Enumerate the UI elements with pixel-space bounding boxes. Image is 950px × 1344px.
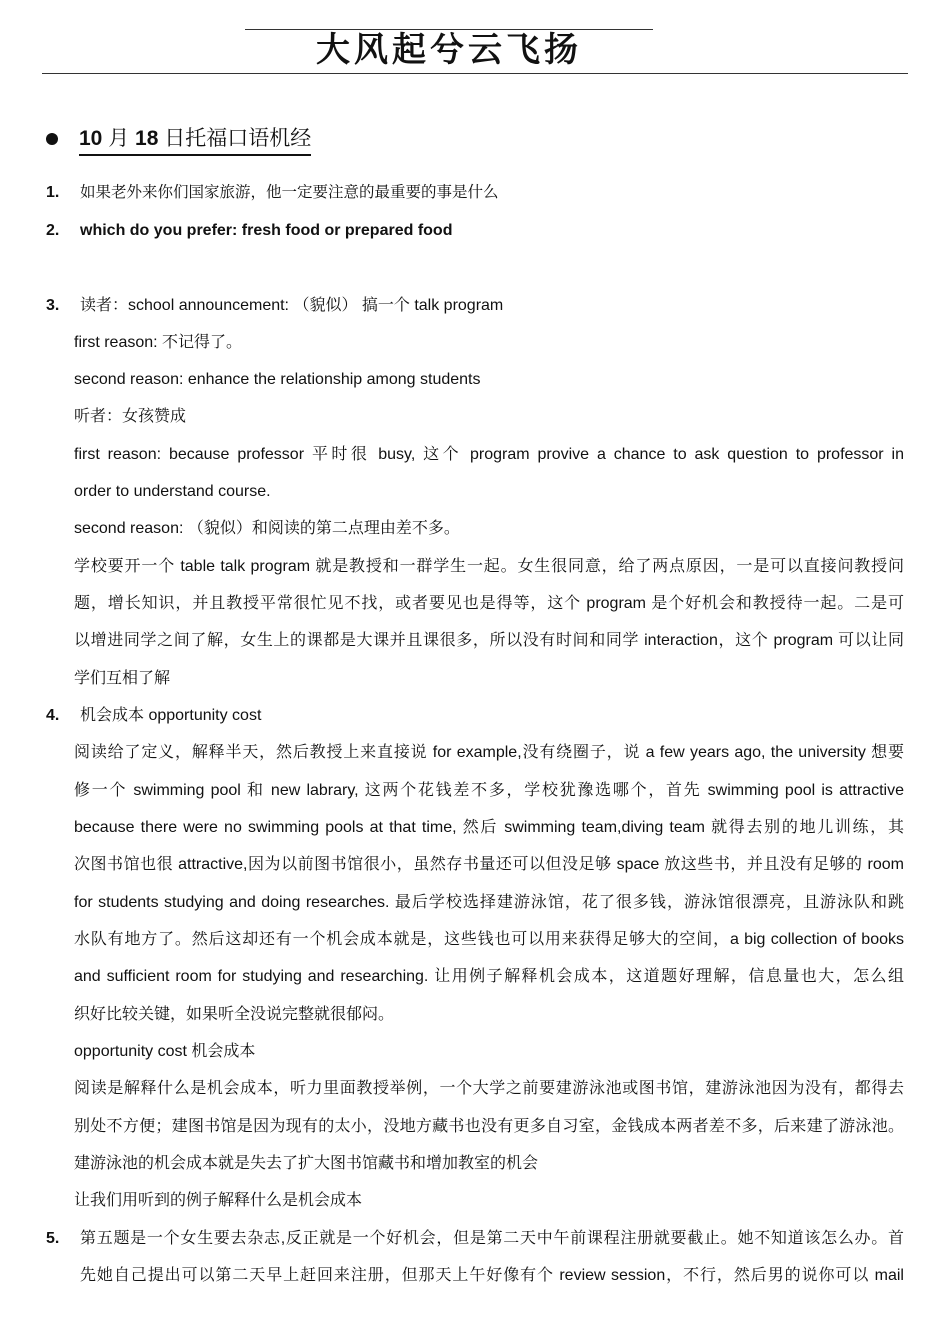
heading-month-char: 月 <box>108 127 130 150</box>
item-line: 学校要开一个 table talk program 就是教授和一群学生一起。女生很同意，给了两点原因，一是可以直接问教授问 <box>74 558 904 575</box>
item-line: 题，增长知识，并且教授平常很忙见不找，或者要见也是得等，这个 program 是个好机会和教授待一起。二是可 <box>74 595 904 612</box>
item-line: order to understand course. <box>74 483 271 500</box>
item-line: 阅读给了定义，解释半天，然后教授上来直接说 for example,没有绕圈子，说 a few years ago, the university 想要 <box>74 744 904 761</box>
item-line: 先她自己提出可以第二天早上赶回来注册，但那天上午好像有个 review session，不行，然后男的说你可以 mail <box>80 1267 904 1284</box>
heading-month-num: 10 <box>79 127 103 150</box>
item-line: opportunity cost 机会成本 <box>74 1043 256 1060</box>
heading-text <box>79 124 311 156</box>
item-line: 让我们用听到的例子解释什么是机会成本 <box>74 1192 363 1209</box>
item-line: 阅读是解释什么是机会成本，听力里面教授举例，一个大学之前要建游泳池或图书馆，建游泳池因为没有，都得去 <box>74 1080 904 1097</box>
item-line: 听者：女孩赞成 <box>74 408 187 425</box>
item-line: 次图书馆也很 attractive,因为以前图书馆很小，虽然存书量还可以但没足够 space 放这些书，并且没有足够的 room <box>74 856 904 873</box>
header-bottom-rule <box>42 73 908 74</box>
bullet-icon <box>46 133 58 145</box>
item-number: 5. <box>46 1230 60 1247</box>
heading-rest: 日托福口语机经 <box>164 127 312 150</box>
item-line: 水队有地方了。然后这却还有一个机会成本就是，这些钱也可以用来获得足够大的空间，a big collection of books <box>74 931 904 948</box>
item-number: 4. <box>46 707 60 724</box>
item-line: first reason: because professor 平时很 busy, 这个 program provive a chance to ask question to professor in <box>74 446 904 463</box>
item-line: 织好比较关键，如果听全没说完整就很郁闷。 <box>74 1006 395 1023</box>
item-number: 1. <box>46 184 60 201</box>
item-line: which do you prefer: fresh food or prepared food <box>80 222 453 239</box>
item-line: 机会成本 opportunity cost <box>80 707 262 724</box>
item-line: 第五题是一个女生要去杂志,反正就是一个好机会，但是第二天中午前课程注册就要截止。她不知道该怎么办。首 <box>80 1230 904 1247</box>
item-line: and sufficient room for studying and researching. 让用例子解释机会成本，这道题好理解，信息量也大，怎么组 <box>74 968 904 985</box>
item-line: 别处不方便；建图书馆是因为现有的太小，没地方藏书也没有更多自习室，金钱成本两者差不多，后来建了游泳池。 <box>74 1118 904 1135</box>
item-line: 读者：school announcement: （貌似） 搞一个 talk program <box>80 297 504 314</box>
item-line: 建游泳池的机会成本就是失去了扩大图书馆藏书和增加教室的机会 <box>74 1155 539 1172</box>
page-header <box>0 0 950 80</box>
item-line: 学们互相了解 <box>74 670 171 687</box>
header-title: 大风起兮云飞扬 <box>316 30 582 70</box>
item-number: 3. <box>46 297 60 314</box>
item-line: 以增进同学之间了解，女生上的课都是大课并且课很多，所以没有时间和同学 interaction，这个 program 可以让同 <box>74 632 904 649</box>
item-line: second reason: enhance the relationship among students <box>74 371 481 388</box>
item-line: first reason: 不记得了。 <box>74 334 243 351</box>
item-line: for students studying and doing researches. 最后学校选择建游泳馆，花了很多钱，游泳馆很漂亮，且游泳队和跳 <box>74 894 904 911</box>
item-line: 修一个 swimming pool 和 new labrary, 这两个花钱差不多，学校犹豫选哪个，首先 swimming pool is attractive <box>74 782 904 799</box>
item-line: 如果老外来你们国家旅游，他一定要注意的最重要的事是什么 <box>80 184 499 201</box>
item-line: second reason: （貌似）和阅读的第二点理由差不多。 <box>74 520 460 537</box>
item-number: 2. <box>46 222 60 239</box>
heading-day-num: 18 <box>135 127 159 150</box>
item-line: because there were no swimming pools at that time, 然后 swimming team,diving team 就得去别的地儿训练，其 <box>74 819 904 836</box>
